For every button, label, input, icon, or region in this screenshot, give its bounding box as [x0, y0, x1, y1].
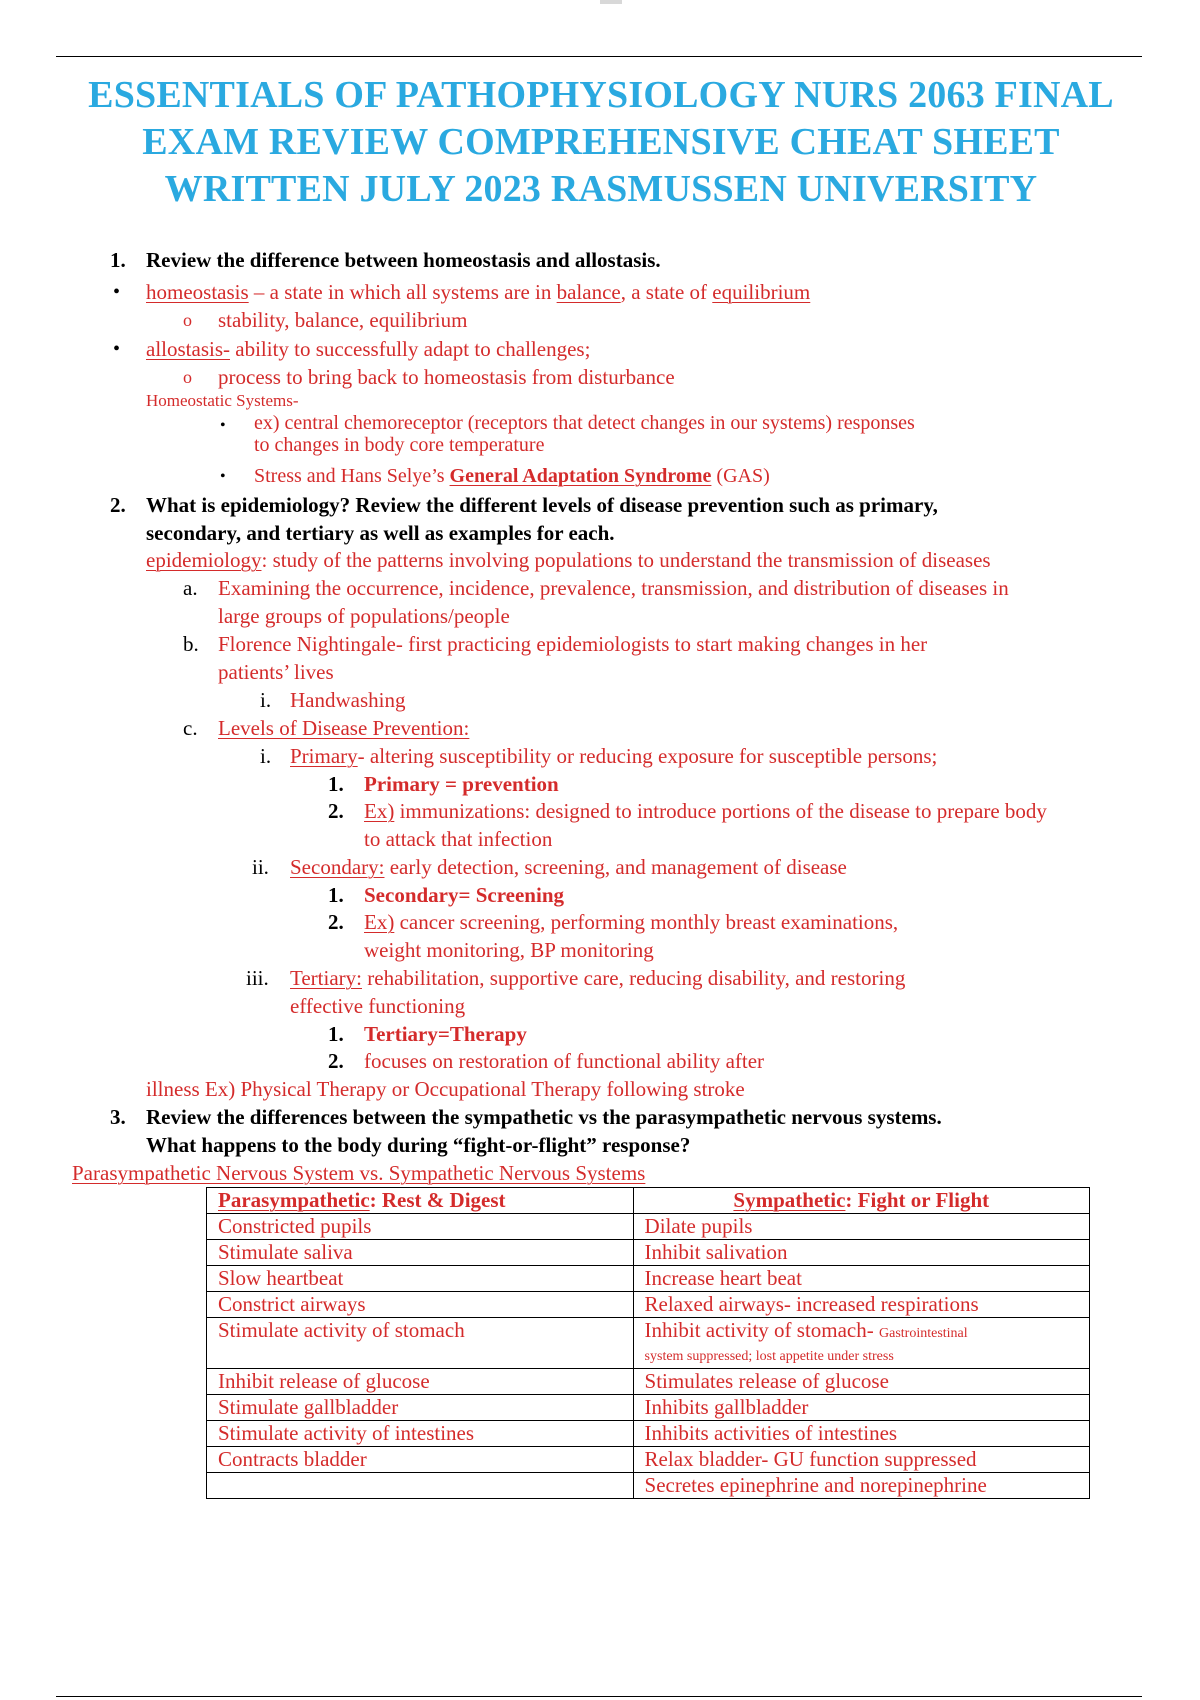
allostasis-term: allostasis- [146, 337, 230, 361]
tertiary-definition [290, 965, 905, 991]
tertiary-term: Tertiary: [290, 966, 362, 990]
title-line-3: WRITTEN JULY 2023 RASMUSSEN UNIVERSITY [164, 168, 1038, 210]
secondary-example-line2: weight monitoring, BP monitoring [364, 938, 654, 962]
example2-gas [254, 463, 770, 489]
sympathetic-header [633, 1188, 1089, 1214]
sympathetic-term: Sympathetic [733, 1188, 846, 1212]
primary-example-line1: immunizations: designed to introduce portions of the disease to prepare body [394, 799, 1047, 823]
table-header-row [207, 1188, 1090, 1214]
para-cell [207, 1473, 634, 1499]
table-row [207, 1447, 1090, 1473]
tertiary-therapy: Tertiary=Therapy [364, 1022, 527, 1046]
tertiary-def-line2: effective functioning [290, 994, 466, 1018]
primary-2-label: 2. [328, 799, 344, 823]
primary-label: i. [260, 744, 272, 768]
circle-bullet-icon: o [183, 367, 192, 387]
secondary-def: early detection, screening, and management of disease [384, 855, 847, 879]
secondary-ex: Ex) [364, 910, 395, 934]
table-row [207, 1240, 1090, 1266]
example1-line2: to changes in body core temperature [254, 434, 545, 456]
primary-example-line2: to attack that infection [364, 827, 553, 851]
gas-term: General Adaptation Syndrome [449, 465, 712, 487]
parasympathetic-header [207, 1188, 634, 1214]
secondary-definition [290, 854, 847, 880]
sympathetic-header-rest: : Fight or Flight [845, 1188, 990, 1212]
q2-line2: secondary, and tertiary as well as examples for each. [146, 521, 615, 545]
symp-cell: Inhibit salivation [633, 1240, 1089, 1266]
primary-prevention: Primary = prevention [364, 772, 559, 796]
symp-cell [633, 1318, 1089, 1369]
para-cell: Constricted pupils [207, 1214, 634, 1240]
item-b-i-label: i. [260, 688, 272, 712]
homeostatic-systems-label: Homeostatic Systems- [146, 391, 299, 410]
item-b-line1: Florence Nightingale- first practicing epidemiologists to start making changes in her [218, 632, 928, 656]
secondary-screening: Secondary= Screening [364, 883, 564, 907]
symp-cell: Relaxed airways- increased respirations [633, 1292, 1089, 1318]
table-row [207, 1369, 1090, 1395]
para-cell: Stimulate gallbladder [207, 1395, 634, 1421]
bottom-rule [56, 1696, 1142, 1697]
primary-def: - altering susceptibility or reducing exposure for susceptible persons; [357, 744, 938, 768]
para-cell: Stimulate saliva [207, 1240, 634, 1266]
primary-1-label: 1. [328, 772, 344, 796]
allostasis-sub: process to bring back to homeostasis from disturbance [218, 365, 675, 389]
q2-line1: What is epidemiology? Review the different levels of disease prevention such as primary, [146, 493, 938, 517]
para-cell: Slow heartbeat [207, 1266, 634, 1292]
bullet-icon: • [220, 468, 226, 485]
secondary-label: ii. [252, 855, 269, 879]
q3-line1: Review the differences between the sympathetic vs the parasympathetic nervous systems. [146, 1105, 942, 1129]
tertiary-label: iii. [246, 966, 269, 990]
page-top-mark [600, 0, 622, 4]
q1-text: Review the difference between homeostasis and allostasis. [146, 248, 661, 272]
secondary-1-label: 1. [328, 883, 344, 907]
q3-number: 3. [110, 1105, 126, 1129]
para-cell: Inhibit release of glucose [207, 1369, 634, 1395]
symp-cell: Relax bladder- GU function suppressed [633, 1447, 1089, 1473]
epidemiology-term: epidemiology [146, 548, 262, 572]
para-cell: Contracts bladder [207, 1447, 634, 1473]
epidemiology-def: : study of the patterns involving populations to understand the transmission of diseases [261, 548, 991, 572]
example1-line1: ex) central chemoreceptor (receptors that detect changes in our systems) responses [254, 412, 915, 434]
q2-number: 2. [110, 493, 126, 517]
title-line-1: ESSENTIALS OF PATHOPHYSIOLOGY NURS 2063 FINAL [88, 74, 1114, 116]
symp-cell: Increase heart beat [633, 1266, 1089, 1292]
table-row [207, 1421, 1090, 1447]
circle-bullet-icon: o [183, 310, 192, 330]
secondary-example [364, 909, 898, 935]
primary-term: Primary [290, 744, 358, 768]
item-a-line2: large groups of populations/people [218, 604, 510, 628]
bullet-icon: • [113, 281, 121, 303]
levels-of-prevention: Levels of Disease Prevention: [218, 716, 470, 740]
homeostasis-def-a: – a state in which all systems are in [248, 280, 557, 304]
tertiary-2-line2: illness Ex) Physical Therapy or Occupational Therapy following stroke [146, 1077, 745, 1101]
item-c-label: c. [183, 716, 198, 740]
equilibrium-term: equilibrium [712, 280, 811, 304]
homeostasis-sub: stability, balance, equilibrium [218, 308, 468, 332]
table-row [207, 1318, 1090, 1369]
example2-b: (GAS) [711, 465, 770, 487]
symp-cell: Inhibits gallbladder [633, 1395, 1089, 1421]
symp-cell: Inhibits activities of intestines [633, 1421, 1089, 1447]
nervous-system-table [206, 1187, 1090, 1499]
item-a-line1: Examining the occurrence, incidence, prevalence, transmission, and distribution of diseases in [218, 576, 1009, 600]
symp-cell: Stimulates release of glucose [633, 1369, 1089, 1395]
example2-a: Stress and Hans Selye’s [254, 465, 450, 487]
top-rule [56, 56, 1142, 57]
homeostasis-def-b: , a state of [620, 280, 713, 304]
secondary-2-label: 2. [328, 910, 344, 934]
table-row [207, 1395, 1090, 1421]
handwashing: Handwashing [290, 688, 406, 712]
bullet-icon: • [113, 338, 121, 360]
allostasis-definition [146, 336, 590, 362]
tertiary-2-label: 2. [328, 1049, 344, 1073]
primary-definition [290, 743, 937, 769]
symp-note-a: Gastrointestinal [879, 1326, 968, 1341]
homeostasis-definition [146, 279, 810, 305]
symp-cell: Secretes epinephrine and norepinephrine [633, 1473, 1089, 1499]
symp-cell: Dilate pupils [633, 1214, 1089, 1240]
levels-heading [218, 715, 469, 741]
para-cell: Stimulate activity of stomach [207, 1318, 634, 1369]
q3-line2: What happens to the body during “fight-or-flight” response? [146, 1133, 691, 1157]
secondary-term: Secondary: [290, 855, 385, 879]
page-title [56, 72, 1146, 213]
parasympathetic-header-rest: : Rest & Digest [369, 1188, 506, 1212]
item-b-label: b. [183, 632, 199, 656]
homeostasis-term: homeostasis [146, 280, 249, 304]
symp-stomach: Inhibit activity of stomach- [644, 1318, 879, 1342]
symp-note-b: system suppressed; lost appetite under stress [644, 1349, 894, 1364]
para-cell: Constrict airways [207, 1292, 634, 1318]
allostasis-def: ability to successfully adapt to challenges; [230, 337, 591, 361]
tertiary-def-line1: rehabilitation, supportive care, reducing disability, and restoring [362, 966, 906, 990]
table-caption-text: Parasympathetic Nervous System vs. Sympathetic Nervous Systems [72, 1161, 646, 1185]
table-row [207, 1214, 1090, 1240]
table-row [207, 1292, 1090, 1318]
tertiary-2-line1: focuses on restoration of functional ability after [364, 1049, 765, 1073]
secondary-example-line1: cancer screening, performing monthly breast examinations, [394, 910, 899, 934]
table-caption [72, 1160, 645, 1186]
bullet-icon: • [220, 417, 226, 434]
tertiary-1-label: 1. [328, 1022, 344, 1046]
balance-term: balance [556, 280, 621, 304]
primary-ex: Ex) [364, 799, 395, 823]
parasympathetic-term: Parasympathetic [218, 1188, 370, 1212]
item-a-label: a. [183, 576, 198, 600]
table-row [207, 1266, 1090, 1292]
table-row [207, 1473, 1090, 1499]
title-line-2: EXAM REVIEW COMPREHENSIVE CHEAT SHEET [142, 121, 1060, 163]
para-cell: Stimulate activity of intestines [207, 1421, 634, 1447]
q1-number: 1. [110, 248, 126, 272]
item-b-line2: patients’ lives [218, 660, 334, 684]
epidemiology-definition [146, 547, 991, 573]
primary-example [364, 798, 1047, 824]
